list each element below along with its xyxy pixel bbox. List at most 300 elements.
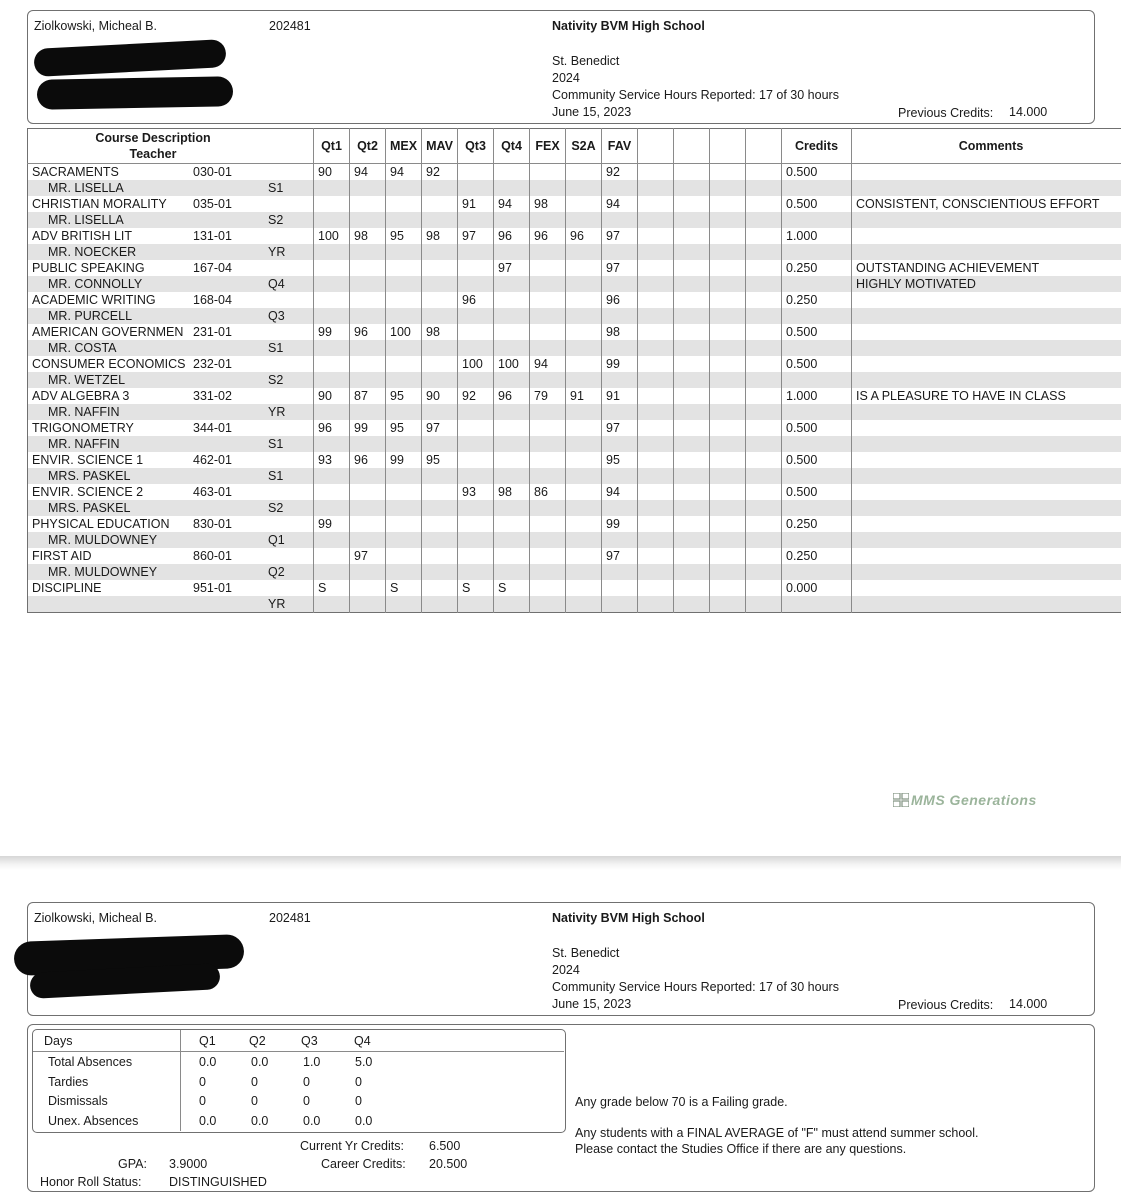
grade-mav: [422, 292, 458, 308]
grade-mex: [386, 548, 422, 564]
blank-header: [674, 129, 710, 164]
blank-cell: [782, 436, 852, 452]
blank-cell: [314, 276, 350, 292]
grade-qt2: 87: [350, 388, 386, 404]
course-term: S1: [268, 469, 284, 483]
blank-cell: [638, 564, 674, 580]
blank-cell: [674, 564, 710, 580]
blank-cell: [602, 340, 638, 356]
blank-cell: [746, 596, 782, 613]
blank-cell: [566, 340, 602, 356]
course-credits: 0.500: [782, 196, 852, 212]
grade-mav: 97: [422, 420, 458, 436]
blank-cell: [746, 356, 782, 372]
teacher-cell: [28, 500, 314, 516]
blank-cell: [422, 564, 458, 580]
blank-cell: [782, 276, 852, 292]
grade-qt2: 99: [350, 420, 386, 436]
blank-cell: [422, 500, 458, 516]
blank-cell: [710, 388, 746, 404]
course-name-cell: [28, 292, 314, 308]
course-name-cell: [28, 228, 314, 244]
blank-cell: [494, 180, 530, 196]
blank-cell: [458, 596, 494, 613]
grade-mav: [422, 196, 458, 212]
attendance-q4-value: 0: [355, 1094, 362, 1108]
qt1-header: Qt1: [314, 129, 350, 164]
grade-fex: 79: [530, 388, 566, 404]
grade-qt4: [494, 324, 530, 340]
course-name-cell: [28, 196, 314, 212]
course-name: PHYSICAL EDUCATION: [32, 517, 170, 531]
teacher-row: [28, 532, 1121, 548]
blank-cell: [494, 308, 530, 324]
grade-qt1: 93: [314, 452, 350, 468]
grade-qt3: 96: [458, 292, 494, 308]
blank-cell: [530, 596, 566, 613]
course-term: Q2: [268, 565, 285, 579]
course-comment: [852, 404, 1121, 420]
grade-qt1: 99: [314, 324, 350, 340]
blank-cell: [494, 468, 530, 484]
blank-cell: [350, 532, 386, 548]
blank-cell: [638, 356, 674, 372]
comments-header: Comments: [852, 129, 1121, 164]
blank-cell: [530, 532, 566, 548]
blank-cell: [710, 532, 746, 548]
course-term: S2: [268, 373, 284, 387]
course-term: S2: [268, 501, 284, 515]
blank-cell: [746, 244, 782, 260]
blank-cell: [782, 308, 852, 324]
attendance-q1-header: Q1: [199, 1034, 216, 1048]
grade-fex: 96: [530, 228, 566, 244]
course-name: AMERICAN GOVERNMEN: [32, 325, 184, 339]
blank-cell: [710, 564, 746, 580]
course-code: 168-04: [193, 293, 232, 307]
blank-cell: [530, 340, 566, 356]
grade-mex: 95: [386, 420, 422, 436]
attendance-q1-value: 0: [199, 1094, 206, 1108]
blank-cell: [350, 372, 386, 388]
course-term: S2: [268, 213, 284, 227]
grade-qt4: [494, 292, 530, 308]
grade-s2a: [566, 420, 602, 436]
grade-fex: [530, 292, 566, 308]
attendance-q1-value: 0.0: [199, 1055, 217, 1069]
blank-cell: [746, 580, 782, 596]
course-name-cell: [28, 356, 314, 372]
blank-cell: [602, 404, 638, 420]
blank-cell: [566, 404, 602, 420]
blank-cell: [314, 372, 350, 388]
course-comment: [852, 228, 1121, 244]
summer-school-note: Any students with a FINAL AVERAGE of "F" must attend summer school.: [575, 1126, 979, 1140]
school-year: 2024: [552, 71, 580, 85]
blank-cell: [638, 164, 674, 181]
grade-s2a: [566, 260, 602, 276]
course-row: [28, 516, 1121, 532]
gpa-value: 3.9000: [169, 1157, 208, 1171]
course-row: [28, 260, 1121, 276]
blank-cell: [350, 500, 386, 516]
career-credits-value: 20.500: [429, 1157, 468, 1171]
blank-cell: [638, 500, 674, 516]
student-id: 202481: [269, 911, 311, 925]
grade-mex: 94: [386, 164, 422, 181]
grade-fex: [530, 164, 566, 181]
grade-qt3: [458, 516, 494, 532]
blank-cell: [746, 484, 782, 500]
blank-cell: [674, 276, 710, 292]
blank-cell: [710, 404, 746, 420]
blank-cell: [422, 244, 458, 260]
grade-qt2: [350, 292, 386, 308]
course-term: Q1: [268, 533, 285, 547]
report-date: June 15, 2023: [552, 105, 632, 119]
blank-cell: [422, 436, 458, 452]
blank-cell: [314, 532, 350, 548]
grade-qt1: 99: [314, 516, 350, 532]
blank-cell: [494, 212, 530, 228]
course-code: 167-04: [193, 261, 232, 275]
blank-cell: [674, 260, 710, 276]
fex-header: FEX: [530, 129, 566, 164]
blank-cell: [386, 500, 422, 516]
blank-cell: [782, 244, 852, 260]
blank-cell: [530, 308, 566, 324]
blank-cell: [386, 308, 422, 324]
course-comment: [852, 596, 1121, 613]
blank-cell: [458, 532, 494, 548]
teacher-name: MR. MULDOWNEY: [48, 565, 158, 579]
blank-cell: [530, 212, 566, 228]
course-credits: 0.500: [782, 164, 852, 181]
grade-qt2: [350, 356, 386, 372]
blank-cell: [674, 228, 710, 244]
blank-cell: [566, 596, 602, 613]
blank-cell: [710, 468, 746, 484]
blank-cell: [746, 324, 782, 340]
blank-cell: [602, 276, 638, 292]
blank-cell: [710, 180, 746, 196]
blank-cell: [782, 500, 852, 516]
teacher-name: MR. CONNOLLY: [48, 277, 143, 291]
grade-qt1: 96: [314, 420, 350, 436]
teacher-name: MR. NAFFIN: [48, 405, 120, 419]
blank-cell: [674, 484, 710, 500]
blank-cell: [674, 404, 710, 420]
grade-qt3: [458, 548, 494, 564]
community-service: Community Service Hours Reported: 17 of 30 hours: [552, 88, 839, 102]
course-row: [28, 324, 1121, 340]
grade-qt4: [494, 516, 530, 532]
blank-cell: [602, 308, 638, 324]
blank-cell: [674, 452, 710, 468]
course-code: 331-02: [193, 389, 232, 403]
blank-cell: [782, 340, 852, 356]
blank-cell: [638, 276, 674, 292]
grade-qt3: S: [458, 580, 494, 596]
blank-header: [710, 129, 746, 164]
blank-cell: [710, 228, 746, 244]
blank-cell: [458, 468, 494, 484]
course-comment: [852, 164, 1121, 181]
blank-cell: [602, 500, 638, 516]
grade-mex: [386, 516, 422, 532]
course-name-cell: [28, 516, 314, 532]
course-comment: [852, 308, 1121, 324]
blank-cell: [638, 436, 674, 452]
attendance-q4-value: 0: [355, 1074, 362, 1089]
blank-cell: [710, 500, 746, 516]
course-name: FIRST AID: [32, 549, 92, 563]
blank-cell: [494, 340, 530, 356]
teacher-cell: [28, 212, 314, 228]
current-yr-credits-value: 6.500: [429, 1139, 461, 1153]
course-name-cell: [28, 388, 314, 404]
blank-cell: [782, 596, 852, 613]
blank-header: [638, 129, 674, 164]
blank-cell: [314, 244, 350, 260]
course-row: [28, 548, 1121, 564]
course-credits: 0.250: [782, 548, 852, 564]
course-credits: 0.500: [782, 452, 852, 468]
grade-qt4: 98: [494, 484, 530, 500]
grade-qt1: [314, 484, 350, 500]
grade-qt2: 94: [350, 164, 386, 181]
blank-cell: [674, 420, 710, 436]
attendance-row-label: Dismissals: [48, 1094, 108, 1108]
course-comment: OUTSTANDING ACHIEVEMENT: [852, 260, 1121, 276]
course-comment: [852, 420, 1121, 436]
blank-cell: [710, 164, 746, 181]
grade-mex: 99: [386, 452, 422, 468]
teacher-cell: [28, 404, 314, 420]
blank-cell: [638, 452, 674, 468]
teacher-name: MR. WETZEL: [48, 373, 126, 387]
blank-cell: [566, 468, 602, 484]
blank-cell: [710, 420, 746, 436]
blank-cell: [782, 532, 852, 548]
course-comment: [852, 484, 1121, 500]
course-name: ADV BRITISH LIT: [32, 229, 133, 243]
blank-cell: [494, 532, 530, 548]
teacher-name: MR. MULDOWNEY: [48, 533, 158, 547]
blank-cell: [458, 308, 494, 324]
grade-qt1: [314, 260, 350, 276]
course-comment: [852, 468, 1121, 484]
blank-cell: [422, 532, 458, 548]
blank-cell: [638, 596, 674, 613]
grade-qt4: [494, 452, 530, 468]
blank-cell: [422, 276, 458, 292]
attendance-column-line: [180, 1030, 181, 1131]
grade-fex: [530, 548, 566, 564]
grade-mav: [422, 356, 458, 372]
course-row: [28, 580, 1121, 596]
blank-cell: [314, 436, 350, 452]
grade-fav: 96: [602, 292, 638, 308]
grade-qt4: 96: [494, 388, 530, 404]
course-row: [28, 292, 1121, 308]
blank-cell: [782, 372, 852, 388]
student-name: Ziolkowski, Micheal B.: [34, 911, 157, 925]
course-credits: 1.000: [782, 388, 852, 404]
blank-cell: [674, 516, 710, 532]
grade-mex: [386, 484, 422, 500]
course-name: DISCIPLINE: [32, 581, 102, 595]
blank-cell: [674, 244, 710, 260]
course-code: 462-01: [193, 453, 232, 467]
course-name-cell: [28, 452, 314, 468]
blank-cell: [782, 180, 852, 196]
blank-cell: [746, 180, 782, 196]
attendance-row-label: Unex. Absences: [48, 1113, 139, 1128]
blank-cell: [638, 516, 674, 532]
course-comment: [852, 548, 1121, 564]
blank-cell: [638, 196, 674, 212]
attendance-q3-value: 0: [303, 1074, 310, 1089]
blank-cell: [530, 372, 566, 388]
course-comment: [852, 212, 1121, 228]
blank-cell: [638, 372, 674, 388]
blank-cell: [566, 308, 602, 324]
blank-cell: [350, 212, 386, 228]
blank-cell: [566, 212, 602, 228]
course-code: 830-01: [193, 517, 232, 531]
current-yr-credits-label: Current Yr Credits:: [300, 1139, 404, 1153]
grades-body: [28, 164, 1121, 613]
course-comment: [852, 180, 1121, 196]
mav-header: MAV: [422, 129, 458, 164]
course-code: 035-01: [193, 197, 232, 211]
teacher-row: [28, 500, 1121, 516]
blank-cell: [530, 564, 566, 580]
blank-cell: [494, 500, 530, 516]
blank-cell: [494, 404, 530, 420]
teacher-name: MR. COSTA: [48, 341, 117, 355]
teacher-name: MR. PURCELL: [48, 309, 133, 323]
blank-cell: [674, 180, 710, 196]
teacher-row: [28, 276, 1121, 292]
teacher-cell: [28, 180, 314, 196]
grade-mav: 92: [422, 164, 458, 181]
grade-mex: 95: [386, 388, 422, 404]
attendance-days-header: Days: [44, 1034, 73, 1048]
blank-cell: [422, 372, 458, 388]
grade-mav: [422, 580, 458, 596]
blank-cell: [566, 436, 602, 452]
blank-cell: [458, 564, 494, 580]
teacher-cell: [28, 372, 314, 388]
blank-cell: [530, 404, 566, 420]
blank-cell: [314, 308, 350, 324]
mms-logo-text: MMS Generations: [911, 792, 1037, 808]
blank-cell: [422, 340, 458, 356]
course-comment: [852, 372, 1121, 388]
blank-cell: [350, 468, 386, 484]
blank-cell: [530, 468, 566, 484]
blank-cell: [458, 404, 494, 420]
teacher-cell: [28, 276, 314, 292]
grade-fex: 98: [530, 196, 566, 212]
blank-cell: [494, 244, 530, 260]
teacher-name: MR. NOECKER: [48, 245, 137, 259]
attendance-q1-value: 0: [199, 1074, 206, 1089]
teacher-name: MRS. PASKEL: [48, 501, 131, 515]
course-name-cell: [28, 484, 314, 500]
grade-qt3: [458, 260, 494, 276]
grade-fex: [530, 260, 566, 276]
blank-cell: [422, 468, 458, 484]
blank-cell: [746, 564, 782, 580]
blank-cell: [314, 596, 350, 613]
teacher-row: [28, 212, 1121, 228]
teacher-cell: [28, 436, 314, 452]
credits-header: Credits: [782, 129, 852, 164]
blank-cell: [674, 548, 710, 564]
course-comment: [852, 564, 1121, 580]
grade-qt3: 97: [458, 228, 494, 244]
blank-cell: [746, 532, 782, 548]
attendance-q2-header: Q2: [249, 1034, 266, 1048]
blank-cell: [350, 564, 386, 580]
grade-qt2: 97: [350, 548, 386, 564]
blank-cell: [638, 308, 674, 324]
blank-cell: [458, 436, 494, 452]
grade-mex: S: [386, 580, 422, 596]
course-comment: [852, 340, 1121, 356]
course-name: CHRISTIAN MORALITY: [32, 197, 167, 211]
course-row: [28, 388, 1121, 404]
blank-cell: [638, 244, 674, 260]
grade-fex: [530, 580, 566, 596]
course-comment: HIGHLY MOTIVATED: [852, 276, 1121, 292]
grade-qt1: 90: [314, 388, 350, 404]
blank-cell: [386, 468, 422, 484]
course-credits: 0.500: [782, 484, 852, 500]
student-id: 202481: [269, 19, 311, 33]
grade-qt4: S: [494, 580, 530, 596]
grade-qt1: S: [314, 580, 350, 596]
course-row: [28, 484, 1121, 500]
blank-cell: [746, 308, 782, 324]
mex-header: MEX: [386, 129, 422, 164]
blank-cell: [710, 212, 746, 228]
course-comment: [852, 532, 1121, 548]
blank-cell: [710, 436, 746, 452]
blank-cell: [458, 212, 494, 228]
grade-qt4: [494, 164, 530, 181]
blank-cell: [602, 372, 638, 388]
grade-s2a: 96: [566, 228, 602, 244]
blank-cell: [386, 212, 422, 228]
blank-cell: [422, 596, 458, 613]
blank-cell: [422, 308, 458, 324]
blank-cell: [674, 292, 710, 308]
grade-qt2: [350, 580, 386, 596]
attendance-header-line: [33, 1051, 564, 1052]
blank-cell: [350, 436, 386, 452]
blank-cell: [674, 164, 710, 181]
blank-cell: [314, 500, 350, 516]
blank-cell: [638, 468, 674, 484]
blank-cell: [638, 580, 674, 596]
blank-cell: [710, 356, 746, 372]
grade-fav: 91: [602, 388, 638, 404]
grade-mav: 98: [422, 324, 458, 340]
